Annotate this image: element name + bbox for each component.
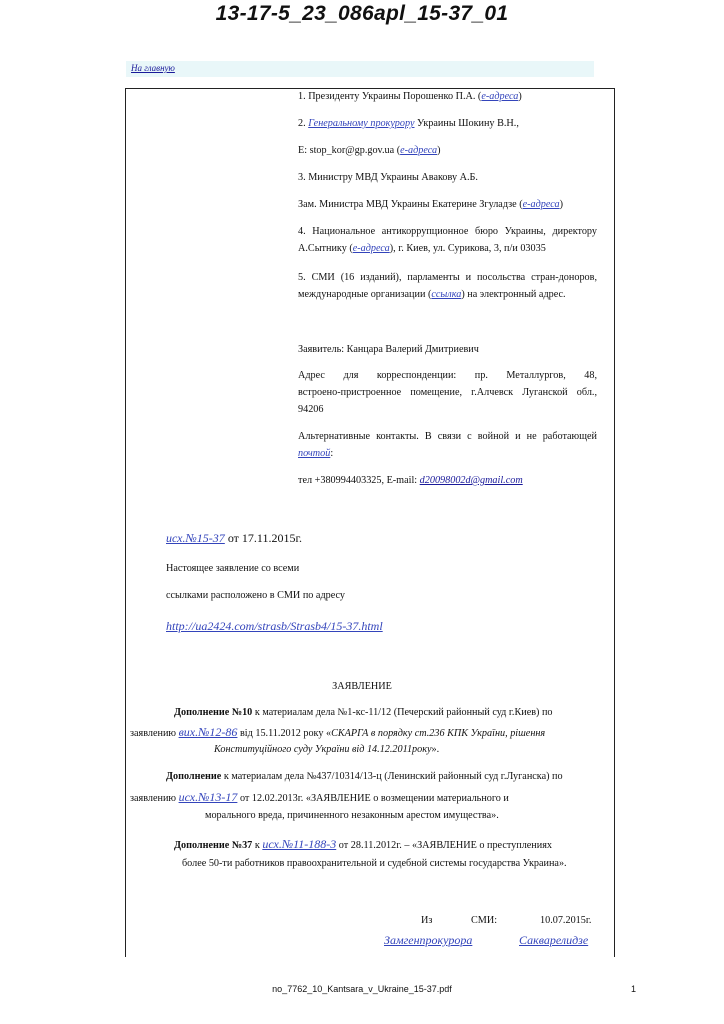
document-id-title: 13-17-5_23_086apl_15-37_01 — [215, 2, 509, 25]
mail-link[interactable]: почтой — [298, 448, 331, 459]
addendum-10-line3: Конституційного суду України від 14.12.2011року». — [214, 744, 440, 755]
applicant-address-line3: 94206 — [298, 404, 324, 415]
statement-heading: ЗАЯВЛЕНИЕ — [332, 681, 392, 692]
email-link[interactable]: e-адреса — [400, 145, 438, 156]
nav-bar — [126, 61, 594, 77]
addendum-10-line1: Дополнение №10 к материалам дела №1-кс-11/12 (Печерский районный суд г.Киев) по — [174, 707, 553, 718]
alternative-contacts-line2: почтой: — [298, 448, 334, 459]
addendum-ref-link[interactable]: исх.№13-17 — [178, 790, 238, 804]
addressee-minister: 3. Министру МВД Украины Авакову А.Б. — [298, 172, 478, 183]
addressee-media-line2: международные организации (ссылка) на электронный адрес. — [298, 289, 566, 300]
source-from: Из — [421, 915, 433, 926]
page-number: 1 — [631, 984, 637, 994]
addressee-prosecutor-email: E: stop_kor@gp.gov.ua (e-адреса) — [298, 145, 441, 156]
applicant-address-line1: Адрес для корреспонденции: пр. Металлургов, 48, — [298, 370, 597, 381]
prosecutor-link[interactable]: Генеральному прокурору — [308, 118, 415, 129]
sakvarelidze-link[interactable]: Сакварелидзе — [519, 933, 589, 947]
deputy-prosecutor-link[interactable]: Замгенпрокурора — [384, 933, 473, 947]
email-link[interactable]: e-адреса — [352, 243, 390, 254]
outgoing-ref-link[interactable]: исх.№15-37 — [166, 531, 225, 545]
applicant-name: Заявитель: Канцара Валерий Дмитриевич — [298, 344, 479, 355]
addendum-37-line1: Дополнение №37 к исх.№11-188-3 от 28.11.2012г. – «ЗАЯВЛЕНИЕ о преступлениях — [174, 837, 552, 851]
addressee-prosecutor: 2. Генеральному прокурору Украины Шокину В.Н., — [298, 118, 519, 129]
email-link[interactable]: e-адреса — [522, 199, 560, 210]
addendum-line2: заявлению исх.№13-17 от 12.02.2013г. «ЗАЯВЛЕНИЕ о возмещении материального и — [130, 790, 509, 804]
alternative-contacts: Альтернативные контакты. В связи с войной и не работающей — [298, 431, 597, 442]
addressee-nabu-line2: А.Сытнику (e-адреса), г. Киев, ул. Сурикова, 3, п/и 03035 — [298, 243, 546, 254]
addendum-10-ref-link[interactable]: вих.№12-86 — [178, 725, 238, 739]
addendum-37-line2: более 50-ти работников правоохранительной и судебной системы государства Украина». — [182, 858, 567, 869]
addressee-nabu-line1: 4. Национальное антикоррупционное бюро Украины, директору — [298, 226, 597, 237]
addressee-deputy-minister: Зам. Министра МВД Украины Екатерине Згуладзе (e-адреса) — [298, 199, 564, 210]
addressee-president: 1. Президенту Украины Порошенко П.А. (e-адреса) — [298, 91, 522, 102]
email-address-link[interactable]: d20098002d@gmail.com — [419, 475, 523, 486]
addendum-10-line2: заявлению вих.№12-86 від 15.11.2012 року «СКАРГА в порядку ст.236 КПК України, рішення — [130, 725, 546, 739]
publication-note-line1: Настоящее заявление со всеми — [166, 563, 300, 574]
email-link[interactable]: e-адреса — [481, 91, 519, 102]
reference-link[interactable]: ссылка — [431, 289, 462, 300]
addendum-line1: Дополнение к материалам дела №437/10314/13-ц (Ленинский районный суд г.Луганска) по — [166, 771, 563, 782]
addendum-line3: морального вреда, причиненного незаконным арестом имущества». — [205, 810, 499, 821]
outgoing-reference: исх.№15-37 от 17.11.2015г. — [166, 531, 303, 545]
home-link[interactable]: На главную — [131, 63, 175, 73]
publication-url-link[interactable]: http://ua2424.com/strasb/Strasb4/15-37.html — [166, 619, 383, 633]
source-media: СМИ: — [471, 915, 498, 926]
addressee-media-line1: 5. СМИ (16 изданий), парламенты и посольства стран-доноров, — [298, 272, 597, 283]
addendum-37-ref-link[interactable]: исх.№11-188-3 — [262, 837, 337, 851]
applicant-contacts: тел +380994403325, E-mail: d20098002d@gmail.com — [298, 475, 523, 486]
document-frame — [125, 88, 615, 957]
publication-note-line2: ссылками расположено в СМИ по адресу — [166, 590, 345, 601]
source-date: 10.07.2015г. — [540, 915, 592, 926]
footer-filename: no_7762_10_Kantsara_v_Ukraine_15-37.pdf — [272, 984, 452, 994]
applicant-address-line2: встроено-пристроенное помещение, г.Алчевск Луганской обл., — [298, 387, 597, 398]
